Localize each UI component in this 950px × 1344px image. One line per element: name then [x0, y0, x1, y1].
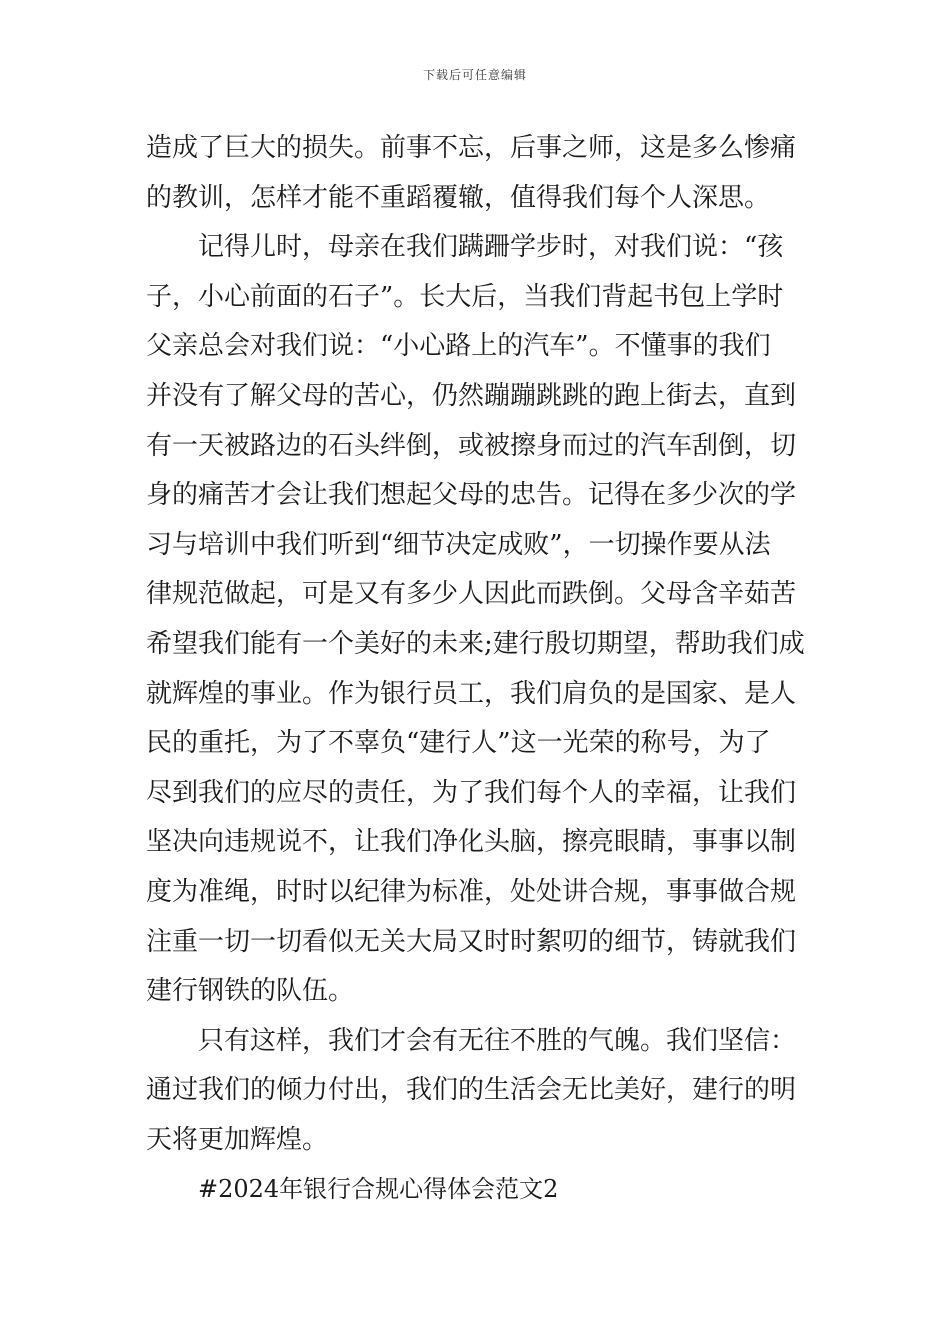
text-line: 身的痛苦才会让我们想起父母的忠告。记得在多少次的学 [146, 480, 797, 511]
text-line: 坚决向违规说不，让我们净化头脑，擦亮眼睛，事事以制 [146, 827, 797, 858]
text-line: 通过我们的倾力付出，我们的生活会无比美好，建行的明 [146, 1075, 797, 1106]
text-line: 有一天被路边的石头绊倒，或被擦身而过的汽车刮倒，切 [146, 430, 797, 461]
section-heading: #2024年银行合规心得体会范文2 [198, 1175, 559, 1204]
text-line: 尽到我们的应尽的责任，为了我们每个人的幸福，让我们 [146, 777, 797, 808]
text-line: 的教训，怎样才能不重蹈覆辙，值得我们每个人深思。 [146, 182, 771, 213]
text-line: 希望我们能有一个美好的未来;建行殷切期望，帮助我们成 [146, 628, 805, 659]
text-line: 造成了巨大的损失。前事不忘，后事之师，这是多么惨痛 [146, 133, 797, 163]
text-line: 子，小心前面的石子”。长大后，当我们背起书包上学时 [146, 281, 784, 312]
text-line: 注重一切一切看似无关大局又时时絮叨的细节，铸就我们 [146, 926, 797, 957]
text-line: 民的重托，为了不辜负“建行人”这一光荣的称号，为了 [146, 728, 771, 759]
text-line: 度为准绳，时时以纪律为标准，处处讲合规，事事做合规 [146, 876, 797, 907]
text-line: 律规范做起，可是又有多少人因此而跌倒。父母含辛茹苦 [146, 579, 797, 610]
paragraph-start-line: 记得儿时，母亲在我们蹒跚学步时，对我们说：“孩 [198, 232, 784, 263]
paragraph-start-line: 只有这样，我们才会有无往不胜的气魄。我们坚信： [198, 1025, 797, 1056]
text-line: 并没有了解父母的苦心，仍然蹦蹦跳跳的跑上街去，直到 [146, 380, 797, 411]
text-line: 习与培训中我们听到“细节决定成败”，一切操作要从法 [146, 529, 771, 560]
text-line: 建行钢铁的队伍。 [146, 976, 355, 1007]
page-header: 下载后可任意编辑 [422, 68, 527, 82]
text-line: 就辉煌的事业。作为银行员工，我们肩负的是国家、是人 [146, 678, 797, 709]
text-line: 天将更加辉煌。 [146, 1124, 329, 1155]
document-body [146, 124, 808, 1215]
text-line: 父亲总会对我们说：“小心路上的汽车”。不懂事的我们 [146, 331, 771, 362]
